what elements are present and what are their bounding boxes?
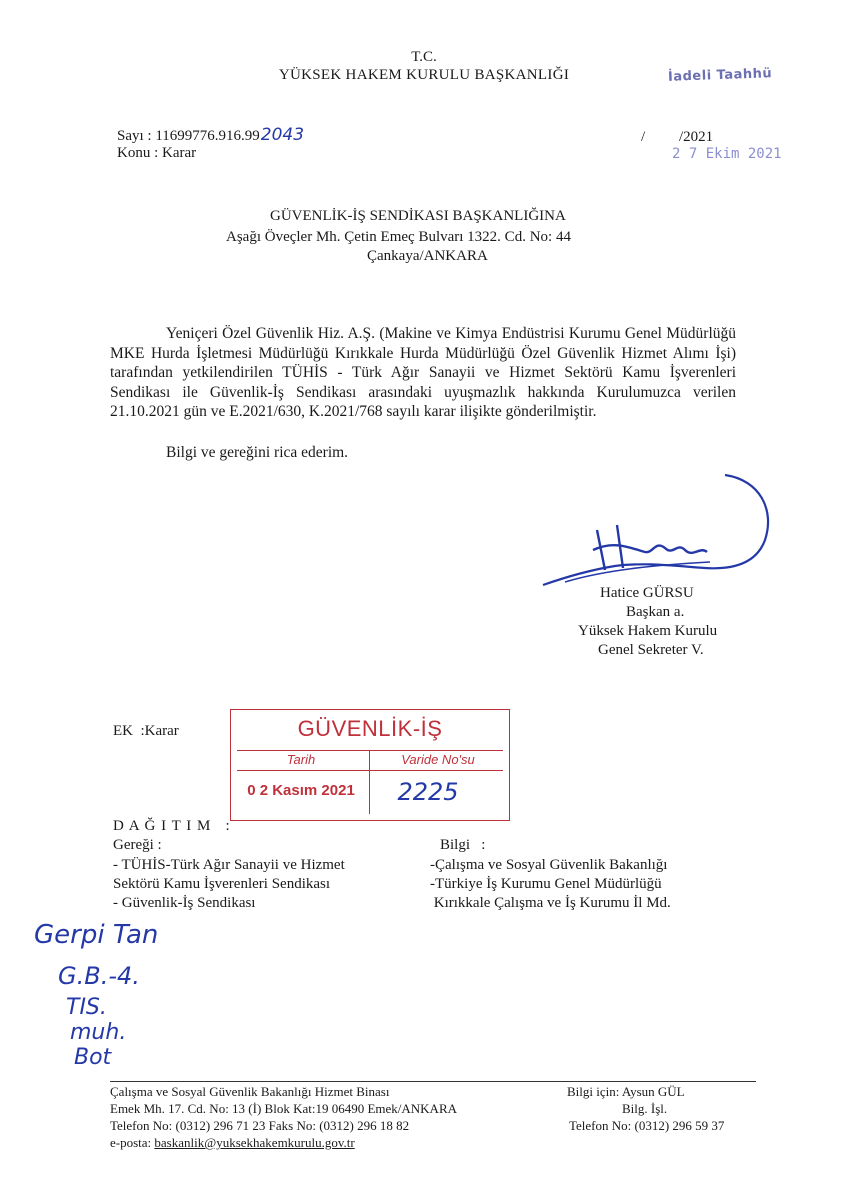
footer-right-line: Telefon No: (0312) 296 59 37 bbox=[569, 1118, 725, 1133]
footer-left-line: Emek Mh. 17. Cd. No: 13 (İ) Blok Kat:19 06490 Emek/ANKARA bbox=[110, 1101, 458, 1116]
signer-title-1: Başkan a. bbox=[626, 604, 685, 620]
body-paragraph: Yeniçeri Özel Güvenlik Hiz. A.Ş. (Makine ve Kimya Endüstrisi Kurumu Genel Müdürlüğü MKE Hurda İşletmesi Müdürlüğü Kırıkkale Hurda Müdürlüğü Özel Güvenlik Hizmet Alımı İşi) tarafından yetkilendirilen TÜHİS - Türk Ağır Sanayii ve Hizmet Sektörü Kamu İşverenleri Sendikası ile Güvenlik-İş Sendikası arasındaki uyuşmazlık hakkında Kurulumuzca verilen 21.10.2021 gün ve E.2021/630, K.2021/768 sayılı karar ilişikte gönderilmiştir. bbox=[110, 325, 736, 420]
signer-name: Hatice GÜRSU bbox=[600, 585, 694, 601]
signer-title-2: Yüksek Hakem Kurulu bbox=[578, 623, 718, 639]
sayi-handwritten-number: 2043 bbox=[260, 125, 305, 145]
handwritten-note-line: muh. bbox=[70, 1020, 127, 1045]
handwritten-note-line: TIS. bbox=[66, 995, 107, 1020]
konu-label: Konu bbox=[117, 145, 151, 161]
footer-email-line bbox=[110, 1135, 355, 1151]
stamp-divider bbox=[237, 750, 503, 751]
stamp-number-handwritten: 2225 bbox=[397, 778, 459, 806]
receipt-stamp bbox=[230, 709, 510, 821]
stamp-col-tarih: Tarih bbox=[286, 752, 316, 767]
geregi-label: Gereği : bbox=[113, 837, 162, 853]
sayi-line bbox=[117, 126, 304, 145]
handwritten-note-line: G.B.-4. bbox=[58, 962, 140, 990]
handwritten-note-line: Bot bbox=[74, 1045, 112, 1070]
konu-value: : Karar bbox=[154, 145, 197, 161]
recipient-city: Çankaya/ANKARA bbox=[367, 248, 488, 264]
geregi-item: Sektörü Kamu İşverenleri Sendikası bbox=[113, 876, 331, 892]
footer-left-line: Telefon No: (0312) 296 71 23 Faks No: (0312) 296 18 82 bbox=[110, 1118, 410, 1133]
closing-line: Bilgi ve gereğini rica ederim. bbox=[166, 444, 349, 461]
attachment-label: EK :Karar bbox=[113, 723, 179, 739]
stamp-org: GÜVENLİK-İŞ bbox=[297, 716, 443, 741]
signature-scribble bbox=[535, 470, 785, 595]
date-slash: / bbox=[641, 129, 646, 145]
stamp-col-varide: Varide No'su bbox=[401, 752, 475, 767]
bilgi-item: Kırıkkale Çalışma ve İş Kurumu İl Md. bbox=[430, 895, 671, 911]
handwritten-note-line: Gerpi Tan bbox=[34, 920, 159, 950]
signer-title-3: Genel Sekreter V. bbox=[598, 642, 704, 658]
header-institution: YÜKSEK HAKEM KURULU BAŞKANLIĞI bbox=[278, 67, 570, 83]
geregi-item: - TÜHİS-Türk Ağır Sanayii ve Hizmet bbox=[113, 857, 345, 873]
footer-email-link[interactable]: baskanlik@yuksekhakemkurulu.gov.tr bbox=[154, 1135, 355, 1150]
footer-rule bbox=[110, 1081, 756, 1082]
bilgi-item: -Çalışma ve Sosyal Güvenlik Bakanlığı bbox=[430, 857, 668, 873]
iadeli-taahhutlu-stamp: İadeli Taahhü bbox=[667, 66, 773, 85]
footer-left-line: Çalışma ve Sosyal Güvenlik Bakanlığı Hizmet Binası bbox=[110, 1084, 390, 1099]
recipient-name: GÜVENLİK-İŞ SENDİKASI BAŞKANLIĞINA bbox=[270, 208, 566, 224]
stamp-date: 0 2 Kasım 2021 bbox=[247, 782, 355, 799]
received-date-stamp: 2 7 Ekim 2021 bbox=[672, 146, 782, 162]
distribution-title: D A Ğ I T I M : bbox=[113, 818, 231, 834]
header-tc: T.C. bbox=[411, 49, 437, 65]
sayi-value: : 11699776.916.99 bbox=[147, 128, 260, 144]
bilgi-label: Bilgi : bbox=[440, 837, 486, 853]
sayi-label: Sayı bbox=[117, 128, 144, 144]
footer-email-label: e-posta: bbox=[110, 1135, 155, 1150]
recipient-address: Aşağı Öveçler Mh. Çetin Emeç Bulvarı 1322. Cd. No: 44 bbox=[226, 229, 571, 245]
konu-line bbox=[117, 144, 196, 162]
letter-date: /2021 bbox=[679, 129, 714, 145]
stamp-column-divider bbox=[369, 750, 370, 814]
bilgi-item: -Türkiye İş Kurumu Genel Müdürlüğü bbox=[430, 876, 662, 892]
geregi-item: - Güvenlik-İş Sendikası bbox=[113, 895, 256, 911]
footer-right-line: Bilg. İşl. bbox=[622, 1101, 668, 1116]
footer-right-line: Bilgi için: Aysun GÜL bbox=[567, 1084, 685, 1099]
stamp-row-divider bbox=[237, 770, 503, 771]
